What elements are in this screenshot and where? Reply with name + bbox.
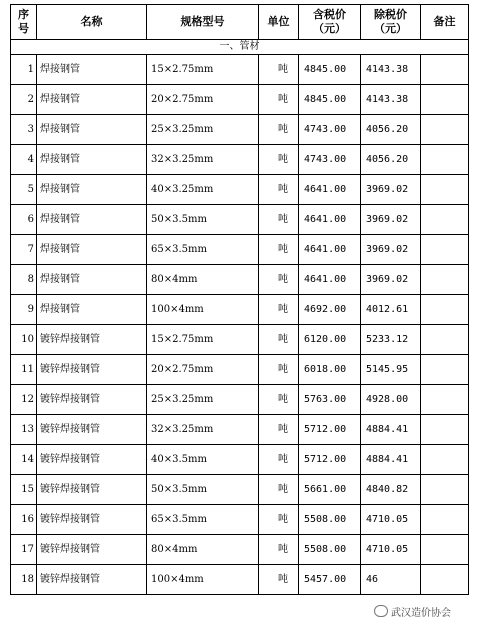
item-note <box>421 565 469 595</box>
price-tax-excluded: 5233.12 <box>361 325 421 355</box>
price-tax-included: 5763.00 <box>299 385 361 415</box>
table-row <box>11 175 469 205</box>
watermark-text: 武汉造价协会 <box>391 608 451 619</box>
price-tax-included: 4641.00 <box>299 265 361 295</box>
table-row <box>11 265 469 295</box>
item-note <box>421 55 469 85</box>
item-name: 焊接钢管 <box>37 55 147 85</box>
item-spec: 25×3.25mm <box>147 115 259 145</box>
item-name: 镀锌焊接钢管 <box>37 445 147 475</box>
row-number: 17 <box>11 535 37 565</box>
item-spec: 80×4mm <box>147 535 259 565</box>
header-name: 名称 <box>37 5 147 40</box>
table-row <box>11 55 469 85</box>
price-tax-excluded: 4056.20 <box>361 115 421 145</box>
header-tax-excl-line1: 除税价 <box>374 8 407 21</box>
header-tax-incl-line2: （元） <box>313 22 346 35</box>
price-tax-excluded: 4143.38 <box>361 85 421 115</box>
item-spec: 100×4mm <box>147 565 259 595</box>
header-spec: 规格型号 <box>147 5 259 40</box>
item-unit: 吨 <box>259 325 299 355</box>
item-unit: 吨 <box>259 145 299 175</box>
item-unit: 吨 <box>259 55 299 85</box>
price-tax-included: 4641.00 <box>299 175 361 205</box>
item-name: 焊接钢管 <box>37 115 147 145</box>
table-row <box>11 235 469 265</box>
header-tax-excl <box>361 5 421 40</box>
header-no-line1: 序 <box>18 8 29 21</box>
row-number: 10 <box>11 325 37 355</box>
price-tax-excluded: 4884.41 <box>361 415 421 445</box>
section-row <box>11 40 469 55</box>
item-unit: 吨 <box>259 85 299 115</box>
item-spec: 32×3.25mm <box>147 415 259 445</box>
watermark <box>371 603 454 620</box>
price-tax-included: 4743.00 <box>299 145 361 175</box>
price-tax-included: 4692.00 <box>299 295 361 325</box>
item-spec: 15×2.75mm <box>147 325 259 355</box>
item-spec: 15×2.75mm <box>147 55 259 85</box>
item-name: 镀锌焊接钢管 <box>37 325 147 355</box>
wechat-icon <box>374 605 388 617</box>
table-row <box>11 505 469 535</box>
row-number: 4 <box>11 145 37 175</box>
item-unit: 吨 <box>259 175 299 205</box>
item-spec: 50×3.5mm <box>147 475 259 505</box>
price-tax-included: 4641.00 <box>299 235 361 265</box>
item-spec: 20×2.75mm <box>147 355 259 385</box>
item-unit: 吨 <box>259 505 299 535</box>
price-tax-included: 4845.00 <box>299 55 361 85</box>
item-unit: 吨 <box>259 295 299 325</box>
item-spec: 50×3.5mm <box>147 205 259 235</box>
row-number: 6 <box>11 205 37 235</box>
item-spec: 40×3.5mm <box>147 445 259 475</box>
item-note <box>421 505 469 535</box>
item-unit: 吨 <box>259 355 299 385</box>
row-number: 14 <box>11 445 37 475</box>
item-unit: 吨 <box>259 385 299 415</box>
item-name: 镀锌焊接钢管 <box>37 355 147 385</box>
price-tax-included: 5712.00 <box>299 415 361 445</box>
price-tax-included: 5508.00 <box>299 505 361 535</box>
item-note <box>421 385 469 415</box>
table-row <box>11 385 469 415</box>
item-note <box>421 175 469 205</box>
item-name: 焊接钢管 <box>37 295 147 325</box>
price-tax-included: 6120.00 <box>299 325 361 355</box>
item-name: 焊接钢管 <box>37 235 147 265</box>
price-tax-included: 5508.00 <box>299 535 361 565</box>
row-number: 11 <box>11 355 37 385</box>
item-note <box>421 295 469 325</box>
table-row <box>11 355 469 385</box>
item-name: 焊接钢管 <box>37 205 147 235</box>
item-spec: 100×4mm <box>147 295 259 325</box>
item-name: 焊接钢管 <box>37 145 147 175</box>
item-unit: 吨 <box>259 475 299 505</box>
item-spec: 20×2.75mm <box>147 85 259 115</box>
header-no-line2: 号 <box>18 22 29 35</box>
item-unit: 吨 <box>259 415 299 445</box>
header-unit: 单位 <box>259 5 299 40</box>
row-number: 8 <box>11 265 37 295</box>
price-tax-included: 4743.00 <box>299 115 361 145</box>
item-note <box>421 445 469 475</box>
price-tax-excluded: 3969.02 <box>361 205 421 235</box>
price-table-document <box>10 4 468 634</box>
item-note <box>421 265 469 295</box>
item-name: 焊接钢管 <box>37 85 147 115</box>
item-name: 镀锌焊接钢管 <box>37 475 147 505</box>
header-tax-incl <box>299 5 361 40</box>
price-tax-included: 6018.00 <box>299 355 361 385</box>
price-tax-excluded: 4884.41 <box>361 445 421 475</box>
item-name: 镀锌焊接钢管 <box>37 505 147 535</box>
item-note <box>421 205 469 235</box>
price-tax-included: 4845.00 <box>299 85 361 115</box>
item-note <box>421 415 469 445</box>
price-tax-excluded: 4056.20 <box>361 145 421 175</box>
price-tax-excluded: 4143.38 <box>361 55 421 85</box>
item-note <box>421 145 469 175</box>
row-number: 13 <box>11 415 37 445</box>
price-tax-included: 5457.00 <box>299 565 361 595</box>
item-note <box>421 115 469 145</box>
item-note <box>421 325 469 355</box>
table-row <box>11 115 469 145</box>
item-unit: 吨 <box>259 445 299 475</box>
price-tax-excluded: 4840.82 <box>361 475 421 505</box>
table-row <box>11 295 469 325</box>
header-no <box>11 5 37 40</box>
item-spec: 40×3.25mm <box>147 175 259 205</box>
item-name: 镀锌焊接钢管 <box>37 385 147 415</box>
row-number: 12 <box>11 385 37 415</box>
row-number: 1 <box>11 55 37 85</box>
price-tax-included: 4641.00 <box>299 205 361 235</box>
row-number: 15 <box>11 475 37 505</box>
item-note <box>421 535 469 565</box>
item-spec: 25×3.25mm <box>147 385 259 415</box>
table-row <box>11 325 469 355</box>
item-spec: 80×4mm <box>147 265 259 295</box>
row-number: 2 <box>11 85 37 115</box>
table-row <box>11 205 469 235</box>
row-number: 5 <box>11 175 37 205</box>
row-number: 18 <box>11 565 37 595</box>
price-tax-excluded: 4012.61 <box>361 295 421 325</box>
price-tax-excluded: 4710.05 <box>361 505 421 535</box>
item-spec: 65×3.5mm <box>147 235 259 265</box>
price-tax-included: 5712.00 <box>299 445 361 475</box>
row-number: 7 <box>11 235 37 265</box>
price-tax-excluded: 4710.05 <box>361 535 421 565</box>
table-row <box>11 475 469 505</box>
item-spec: 65×3.5mm <box>147 505 259 535</box>
table-row <box>11 565 469 595</box>
header-tax-incl-line1: 含税价 <box>313 8 346 21</box>
price-tax-excluded: 5145.95 <box>361 355 421 385</box>
price-tax-excluded: 3969.02 <box>361 175 421 205</box>
item-unit: 吨 <box>259 115 299 145</box>
table-row <box>11 145 469 175</box>
item-note <box>421 355 469 385</box>
item-name: 镀锌焊接钢管 <box>37 415 147 445</box>
item-unit: 吨 <box>259 235 299 265</box>
item-note <box>421 475 469 505</box>
price-table <box>10 4 469 595</box>
item-unit: 吨 <box>259 265 299 295</box>
header-row <box>11 5 469 40</box>
item-note <box>421 235 469 265</box>
item-spec: 32×3.25mm <box>147 145 259 175</box>
item-name: 镀锌焊接钢管 <box>37 565 147 595</box>
item-name: 镀锌焊接钢管 <box>37 535 147 565</box>
item-unit: 吨 <box>259 205 299 235</box>
item-name: 焊接钢管 <box>37 175 147 205</box>
item-name: 焊接钢管 <box>37 265 147 295</box>
item-unit: 吨 <box>259 535 299 565</box>
row-number: 16 <box>11 505 37 535</box>
table-row <box>11 415 469 445</box>
price-tax-excluded: 3969.02 <box>361 265 421 295</box>
price-tax-included: 5661.00 <box>299 475 361 505</box>
header-note: 备注 <box>421 5 469 40</box>
price-tax-excluded: 4928.00 <box>361 385 421 415</box>
section-title: 一、管材 <box>11 40 469 55</box>
row-number: 9 <box>11 295 37 325</box>
item-note <box>421 85 469 115</box>
price-tax-excluded: 46 <box>361 565 421 595</box>
header-tax-excl-line2: （元） <box>374 22 407 35</box>
item-unit: 吨 <box>259 565 299 595</box>
table-row <box>11 85 469 115</box>
row-number: 3 <box>11 115 37 145</box>
table-row <box>11 535 469 565</box>
table-row <box>11 445 469 475</box>
price-tax-excluded: 3969.02 <box>361 235 421 265</box>
